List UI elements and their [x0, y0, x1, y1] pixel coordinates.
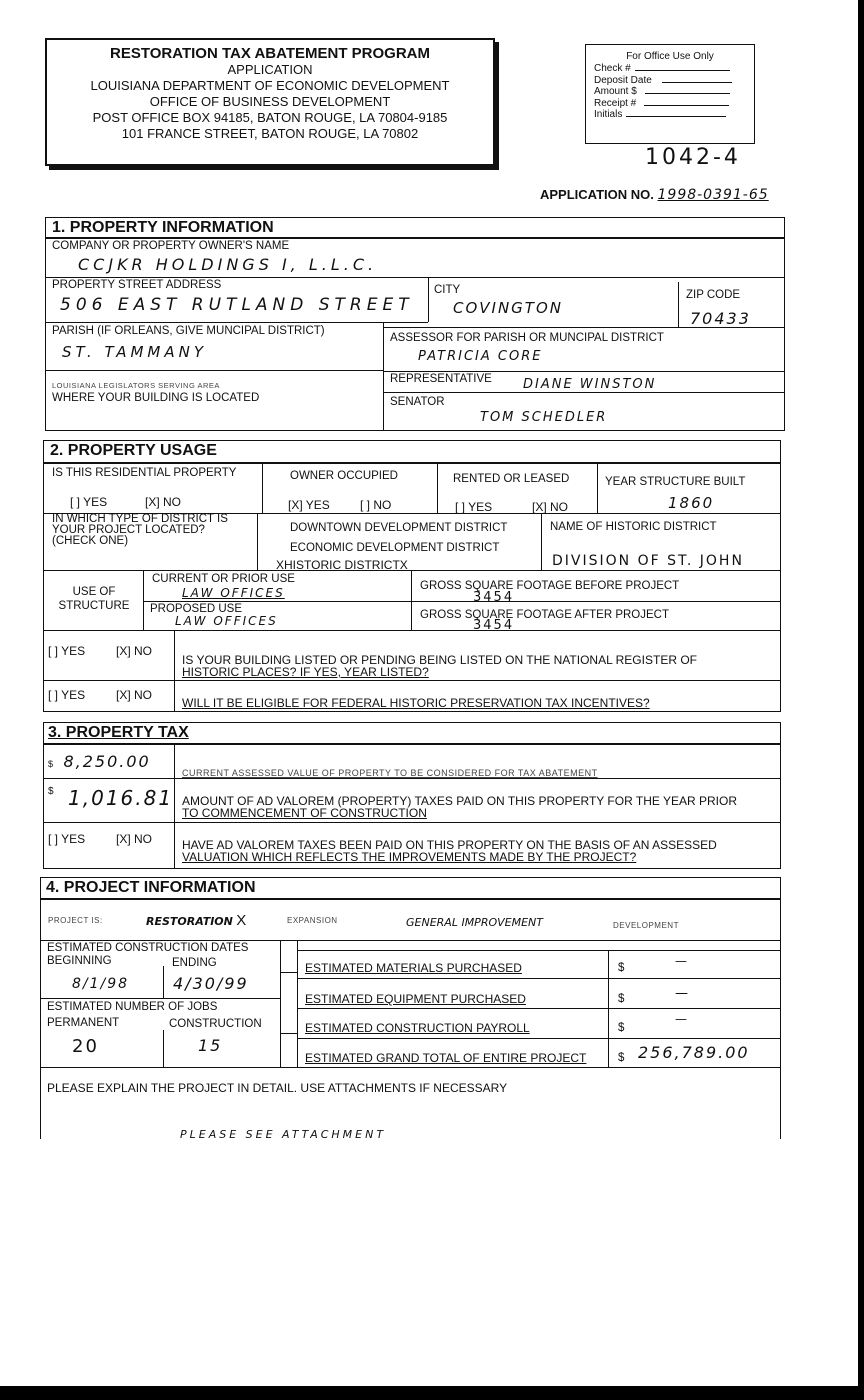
office-field-check[interactable]: Check # [594, 63, 754, 75]
materials-currency: $ [618, 962, 625, 974]
payroll-currency: $ [618, 1022, 625, 1034]
parish-label: PARISH (IF ORLEANS, GIVE MUNCIPAL DISTRICT) [52, 325, 325, 337]
permanent-jobs-label: PERMANENT [47, 1017, 120, 1029]
beginning-date-field[interactable]: 8/1/98 [72, 976, 130, 992]
assessed-value-field[interactable]: $ 8,250.00 [48, 752, 151, 771]
historic-district-name-label: NAME OF HISTORIC DISTRICT [550, 521, 717, 533]
payroll-label: ESTIMATED CONSTRUCTION PAYROLL [305, 1021, 530, 1035]
section-4-title: 4. PROJECT INFORMATION [46, 879, 256, 896]
improvements-question: HAVE AD VALOREM TAXES BEEN PAID ON THIS PROPERTY ON THE BASIS OF AN ASSESSED VALUATION WHICH REFLECTS THE IMPROVEMENTS MADE BY THE PROJECT? [182, 838, 717, 864]
national-register-no-checkbox[interactable]: [X] NO [116, 644, 153, 658]
jobs-label: ESTIMATED NUMBER OF JOBS [47, 1001, 218, 1013]
office-field-deposit-date[interactable]: Deposit Date [594, 75, 754, 87]
materials-field[interactable]: — [675, 954, 689, 968]
assessor-label: ASSESSOR FOR PARISH OR MUNCIPAL DISTRICT [390, 332, 664, 344]
building-location-label: WHERE YOUR BUILDING IS LOCATED [52, 392, 260, 404]
street-address-label: PROPERTY STREET ADDRESS [52, 279, 222, 291]
section-3-title: 3. PROPERTY TAX [48, 724, 189, 741]
grand-total-currency: $ [618, 1052, 625, 1064]
program-subtitle: APPLICATION [227, 62, 313, 77]
office-use-fields [594, 63, 754, 121]
construction-dates-label: ESTIMATED CONSTRUCTION DATES [47, 942, 249, 954]
assessor-field[interactable]: PATRICIA CORE [418, 349, 543, 364]
owner-name-field[interactable]: CCJKR HOLDINGS I, L.L.C. [78, 255, 378, 274]
taxes-paid-label: AMOUNT OF AD VALOREM (PROPERTY) TAXES PAID ON THIS PROPERTY FOR THE YEAR PRIOR TO COMMENCEMENT OF CONSTRUCTION [182, 794, 737, 820]
payroll-field[interactable]: — [675, 1012, 689, 1026]
department-name: LOUISIANA DEPARTMENT OF ECONOMIC DEVELOPMENT [90, 78, 450, 93]
project-type-restoration[interactable]: RESTORATION X [146, 912, 247, 929]
construction-jobs-field[interactable]: 15 [198, 1036, 223, 1055]
taxes-paid-field[interactable]: $ 1,016.81 [48, 786, 174, 810]
historic-check-mark: X [276, 558, 285, 572]
legislators-label: LOUISIANA LEGISLATORS SERVING AREA [52, 381, 220, 390]
application-number-value[interactable]: 1998-0391-65 [657, 187, 769, 203]
program-title: RESTORATION TAX ABATEMENT PROGRAM [110, 45, 430, 62]
owner-occupied-label: OWNER OCCUPIED [290, 470, 398, 482]
project-explanation-field[interactable]: PLEASE SEE ATTACHMENT [180, 1128, 387, 1140]
year-built-field[interactable]: 1860 [668, 494, 715, 512]
district-option-downtown[interactable]: DOWNTOWN DEVELOPMENT DISTRICT [290, 522, 508, 534]
district-question: IN WHICH TYPE OF DISTRICT IS YOUR PROJECT LOCATED? (CHECK ONE) [52, 513, 228, 547]
beginning-label: BEGINNING [47, 955, 112, 967]
parish-field[interactable]: ST. TAMMANY [62, 343, 208, 361]
street-address-field[interactable]: 506 EAST RUTLAND STREET [60, 295, 414, 315]
ending-label: ENDING [172, 957, 217, 969]
restoration-check-mark: X [236, 912, 247, 929]
project-type-expansion[interactable]: EXPANSION [287, 916, 338, 925]
office-use-box [585, 44, 755, 144]
residential-yes-checkbox[interactable]: [ ] YES [70, 495, 108, 509]
equipment-currency: $ [618, 993, 625, 1005]
office-field-receipt[interactable]: Receipt # [594, 98, 754, 110]
residential-no-checkbox[interactable]: [X] NO [145, 495, 182, 509]
federal-incentives-no-checkbox[interactable]: [X] NO [116, 688, 153, 702]
application-number-label: APPLICATION NO. [540, 187, 654, 202]
current-use-label: CURRENT OR PRIOR USE [152, 573, 295, 585]
current-use-field[interactable]: LAW OFFICES [182, 586, 285, 600]
application-number [540, 187, 769, 203]
office-field-initials[interactable]: Initials [594, 109, 754, 121]
zip-code-field[interactable]: 70433 [690, 309, 751, 328]
national-register-question: IS YOUR BUILDING LISTED OR PENDING BEING LISTED ON THE NATIONAL REGISTER OF HISTORIC PLACES? IF YES, YEAR LISTED? [182, 653, 697, 679]
sqft-after-label: GROSS SQUARE FOOTAGE AFTER PROJECT [420, 609, 669, 621]
federal-incentives-yes-checkbox[interactable]: [ ] YES [48, 688, 86, 702]
grand-total-field[interactable]: 256,789.00 [638, 1043, 750, 1062]
section-1-title: 1. PROPERTY INFORMATION [52, 219, 274, 236]
rented-yes-checkbox[interactable]: [ ] YES [455, 500, 493, 514]
owner-name-label: COMPANY OR PROPERTY OWNER'S NAME [52, 240, 290, 252]
project-explanation-label: PLEASE EXPLAIN THE PROJECT IN DETAIL. USE ATTACHMENTS IF NECESSARY [47, 1081, 508, 1095]
rented-leased-label: RENTED OR LEASED [453, 473, 570, 485]
section-2-title: 2. PROPERTY USAGE [50, 442, 217, 459]
representative-label: REPRESENTATIVE [390, 373, 492, 385]
proposed-use-field[interactable]: LAW OFFICES [175, 614, 278, 628]
district-option-historic[interactable]: XHISTORIC DISTRICTX [276, 558, 408, 572]
po-box-address: POST OFFICE BOX 94185, BATON ROUGE, LA 70804-9185 [92, 110, 448, 125]
materials-label: ESTIMATED MATERIALS PURCHASED [305, 961, 522, 975]
federal-incentives-question: WILL IT BE ELIGIBLE FOR FEDERAL HISTORIC PRESERVATION TAX INCENTIVES? [182, 696, 650, 710]
equipment-label: ESTIMATED EQUIPMENT PURCHASED [305, 992, 526, 1006]
historic-check-mark-2: X [399, 558, 408, 572]
senator-field[interactable]: TOM SCHEDLER [480, 410, 608, 425]
zip-code-label: ZIP CODE [686, 289, 741, 301]
ending-date-field[interactable]: 4/30/99 [173, 974, 249, 993]
assessed-value-label: CURRENT ASSESSED VALUE OF PROPERTY TO BE CONSIDERED FOR TAX ABATEMENT [182, 768, 598, 778]
construction-jobs-label: CONSTRUCTION [169, 1018, 262, 1030]
district-option-economic[interactable]: ECONOMIC DEVELOPMENT DISTRICT [290, 542, 500, 554]
city-field[interactable]: COVINGTON [453, 299, 563, 317]
project-type-development[interactable]: DEVELOPMENT [613, 921, 679, 930]
program-header [45, 46, 495, 142]
improvements-no-checkbox[interactable]: [X] NO [116, 832, 153, 846]
permanent-jobs-field[interactable]: 20 [72, 1036, 99, 1057]
rented-no-checkbox[interactable]: [X] NO [532, 500, 569, 514]
street-address: 101 FRANCE STREET, BATON ROUGE, LA 70802 [121, 126, 419, 141]
project-type-general-improvement[interactable]: GENERAL IMPROVEMENT [406, 916, 543, 929]
sqft-before-field[interactable]: 3454 [473, 590, 515, 605]
city-label: CITY [434, 284, 461, 296]
representative-field[interactable]: DIANE WINSTON [523, 377, 657, 392]
grand-total-label: ESTIMATED GRAND TOTAL OF ENTIRE PROJECT [305, 1051, 587, 1065]
year-built-label: YEAR STRUCTURE BUILT [605, 476, 746, 488]
office-name: OFFICE OF BUSINESS DEVELOPMENT [149, 94, 391, 109]
equipment-field[interactable]: — [675, 986, 690, 1001]
historic-district-name-field[interactable]: DIVISION OF ST. JOHN [552, 553, 744, 569]
improvements-yes-checkbox[interactable]: [ ] YES [48, 832, 86, 846]
office-field-amount[interactable]: Amount $ [594, 86, 754, 98]
owner-occupied-yes-checkbox[interactable]: [X] YES [288, 498, 330, 512]
owner-occupied-no-checkbox[interactable]: [ ] NO [360, 498, 392, 512]
project-is-label: PROJECT IS: [48, 916, 103, 925]
proposed-use-label: PROPOSED USE [150, 603, 243, 615]
senator-label: SENATOR [390, 396, 445, 408]
national-register-yes-checkbox[interactable]: [ ] YES [48, 644, 86, 658]
sqft-before-label: GROSS SQUARE FOOTAGE BEFORE PROJECT [420, 580, 680, 592]
sqft-after-field[interactable]: 3454 [473, 618, 515, 633]
handwritten-reference: 1042-4 [645, 145, 741, 170]
residential-label: IS THIS RESIDENTIAL PROPERTY [52, 467, 237, 479]
use-of-structure-label: USE OF STRUCTURE [58, 586, 130, 612]
office-use-title: For Office Use Only [626, 51, 714, 62]
